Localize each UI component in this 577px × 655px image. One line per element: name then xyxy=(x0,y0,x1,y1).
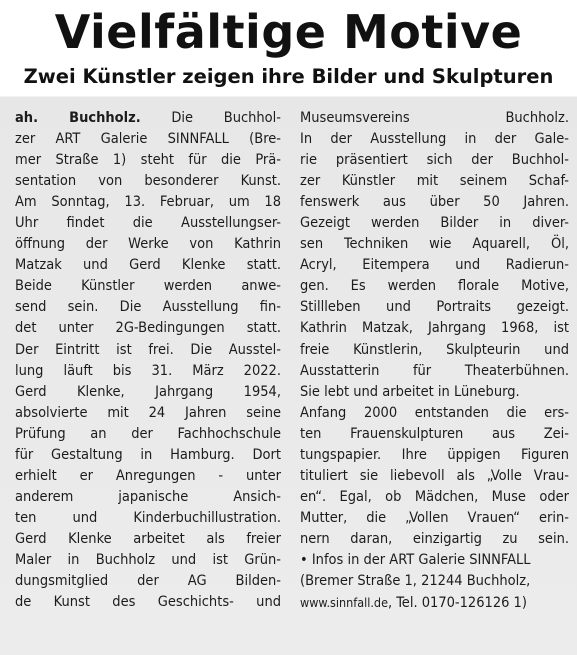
article-line: zer Künstler mit seinem Schaf- xyxy=(300,173,569,190)
article-line: Ausstatterin für Theaterbühnen. xyxy=(300,362,569,379)
article-line: lung läuft bis 31. März 2022. xyxy=(15,362,281,379)
dateline: ah. Buchholz. xyxy=(15,110,141,126)
article-line: für Gestaltung in Hamburg. Dort xyxy=(15,446,281,463)
article-line: freie Künstlerin, Skulpteurin und xyxy=(300,341,569,358)
article-line: Sie lebt und arbeitet in Lüneburg. xyxy=(300,383,520,400)
article-line: Anfang 2000 entstanden die ers- xyxy=(300,404,569,421)
article-line: • Infos in der ART Galerie SINNFALL xyxy=(300,551,531,568)
article-line xyxy=(15,108,281,129)
article-line: gen. Es werden florale Motive, xyxy=(300,278,569,295)
article-line: Prüfung an der Fachhochschule xyxy=(15,425,281,442)
article-line: ten Frauenskulpturen aus Zei- xyxy=(300,425,569,442)
article-line: tungspapier. Ihre üppigen Figuren xyxy=(300,446,569,463)
article-line: Gezeigt werden Bilder in diver- xyxy=(300,215,569,232)
article-line-text: Die Buchhol- xyxy=(140,110,281,126)
article-line: Matzak und Gerd Klenke statt. xyxy=(15,257,281,274)
article-line: absolvierte mit 24 Jahren seine xyxy=(15,404,281,421)
article-line: anderem japanische Ansich- xyxy=(15,488,281,505)
article-line: det unter 2G-Bedingungen statt. xyxy=(15,320,281,337)
article-line: erhielt er Anregungen - unter xyxy=(15,467,281,484)
article-column-left xyxy=(15,108,281,613)
article-line: send sein. Die Ausstellung fin- xyxy=(15,299,281,316)
article-line: Museumsvereins Buchholz. xyxy=(300,110,569,126)
article-line: In der Ausstellung in der Gale- xyxy=(300,131,569,148)
article-line: Acryl, Eitempera und Radierun- xyxy=(300,257,569,274)
article-line xyxy=(300,592,569,613)
article-line: (Bremer Straße 1, 21244 Buchholz, xyxy=(300,573,531,590)
article-line: Uhr findet die Ausstellungser- xyxy=(15,215,281,232)
article-line: en“. Egal, ob Mädchen, Muse oder xyxy=(300,488,569,505)
article-line: fenswerk aus über 50 Jahren. xyxy=(300,194,569,211)
article-line: Gerd Klenke, Jahrgang 1954, xyxy=(15,383,281,400)
article-line: Gerd Klenke arbeitet als freier xyxy=(15,530,281,547)
article-line: Beide Künstler werden anwe- xyxy=(15,278,281,295)
article-line: sentation von besonderer Kunst. xyxy=(15,173,281,190)
article-line: Der Eintritt ist frei. Die Ausstel- xyxy=(15,341,281,358)
article-line: zer ART Galerie SINNFALL (Bre- xyxy=(15,131,281,148)
headline: Vielfältige Motive xyxy=(54,5,523,59)
article-column-right xyxy=(300,108,569,613)
article-line: dungsmitglied der AG Bilden- xyxy=(15,573,281,590)
article-line: tituliert sie liebevoll als „Volle Vrau- xyxy=(300,467,569,484)
article-line: öffnung der Werke von Kathrin xyxy=(15,236,281,253)
article-line: Mutter, die „Vollen Vrauen“ erin- xyxy=(300,509,569,526)
article-line: de Kunst des Geschichts- und xyxy=(15,594,281,611)
article-line: nern daran, einzigartig zu sein. xyxy=(300,530,569,547)
article-line: Maler in Buchholz und ist Grün- xyxy=(15,551,281,568)
article-line: mer Straße 1) steht für die Prä- xyxy=(15,152,281,169)
phone-text: , Tel. 0170-126126 1) xyxy=(388,595,527,612)
article-line: rie präsentiert sich der Buchhol- xyxy=(300,152,569,169)
article-line: Am Sonntag, 13. Februar, um 18 xyxy=(15,194,281,211)
article-line: Kathrin Matzak, Jahrgang 1968, ist xyxy=(300,320,569,337)
article-line: sen Techniken wie Aquarell, Öl, xyxy=(300,236,569,253)
article-line: ten und Kinderbuchillustration. xyxy=(15,509,281,526)
article-line: Stillleben und Portraits gezeigt. xyxy=(300,299,569,316)
subheadline: Zwei Künstler zeigen ihre Bilder und Skulpturen xyxy=(23,65,554,88)
website-url: www.sinnfall.de xyxy=(300,595,388,611)
